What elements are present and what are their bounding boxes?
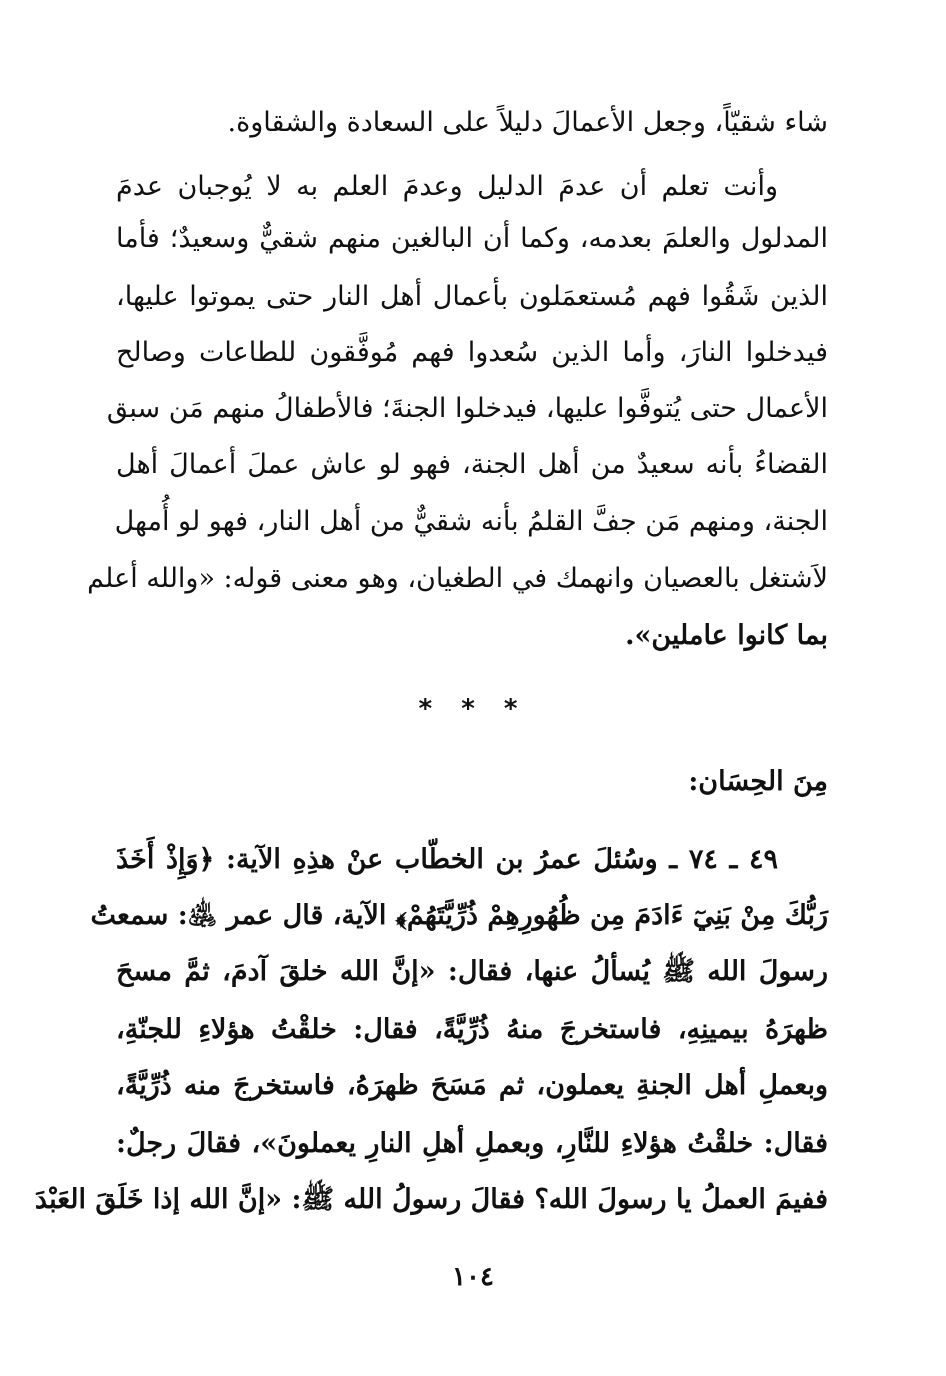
section-separator: * * * — [418, 694, 528, 724]
text-line: ٤٩ ـ ٧٤ ـ وسُئلَ عمرُ بن الخطّاب عنْ هذِهِ الآية: ﴿وَإِذْ أَخَذَ — [116, 844, 778, 875]
text-line: ظهرَهُ بيمينِهِ، فاستخرجَ منهُ ذُرِّيَّةً، فقال: خلقْتُ هؤلاءِ للجنّةِ، — [116, 1014, 828, 1045]
section-heading: مِنَ الحِسَان: — [688, 766, 828, 797]
text-line: القضاءُ بأنه سعيدٌ من أهل الجنة، فهو لو عاش عملَ أعمالَ أهل — [116, 449, 828, 480]
text-line: لاَشتغل بالعصيان وانهمك في الطغيان، وهو معنى قوله: «والله أعلم — [87, 563, 828, 594]
text-line: بما كانوا عاملين». — [625, 620, 828, 651]
text-line: الذين شَقُوا فهم مُستعمَلون بأعمال أهل النار حتى يموتوا عليها، — [116, 281, 828, 312]
text-line: المدلول والعلمَ بعدمه، وكما أن البالغين منهم شقيٌّ وسعيدٌ؛ فأما — [116, 223, 828, 254]
page-number: ١٠٤ — [452, 1262, 494, 1292]
text-line: الجنة، ومنهم مَن جفَّ القلمُ بأنه شقيٌّ من أهل النار، فهو لو أُمهل — [114, 506, 828, 537]
text-line: ففيمَ العملُ يا رسولَ الله؟ فقالَ رسولُ الله ﷺ: «إنَّ الله إذا خَلَقَ العَبْدَ — [34, 1184, 828, 1215]
text-line: رَبُّكَ مِنْ بَنِيٓ ءَادَمَ مِن ظُهُورِهِمْ ذُرِّيَّتَهُمْ﴾ الآية، قال عمر ﵁: سمعتُ — [90, 900, 828, 931]
text-line: وبعملِ أهل الجنةِ يعملون، ثم مَسَحَ ظهرَهُ، فاستخرجَ منه ذُرِّيَّةً، — [116, 1070, 828, 1101]
text-line: فيدخلوا النارَ، وأما الذين سُعدوا فهم مُوفَّقون للطاعات وصالح — [116, 337, 828, 368]
text-line: فقال: خلقْتُ هؤلاءِ للنَّارِ، وبعملِ أهلِ النارِ يعملونَ»، فقالَ رجلٌ: — [116, 1128, 828, 1159]
text-line: الأعمال حتى يُتوفَّوا عليها، فيدخلوا الجنةَ؛ فالأطفالُ منهم مَن سبق — [106, 393, 828, 424]
text-line: وأنت تعلم أن عدمَ الدليل وعدمَ العلم به لا يُوجبان عدمَ — [116, 171, 778, 202]
text-line: شاء شقيّاً، وجعل الأعمالَ دليلاً على السعادة والشقاوة. — [227, 107, 828, 138]
text-line: رسولَ الله ﷺ يُسألُ عنها، فقال: «إنَّ الله خلقَ آدمَ، ثمَّ مسحَ — [116, 956, 828, 987]
